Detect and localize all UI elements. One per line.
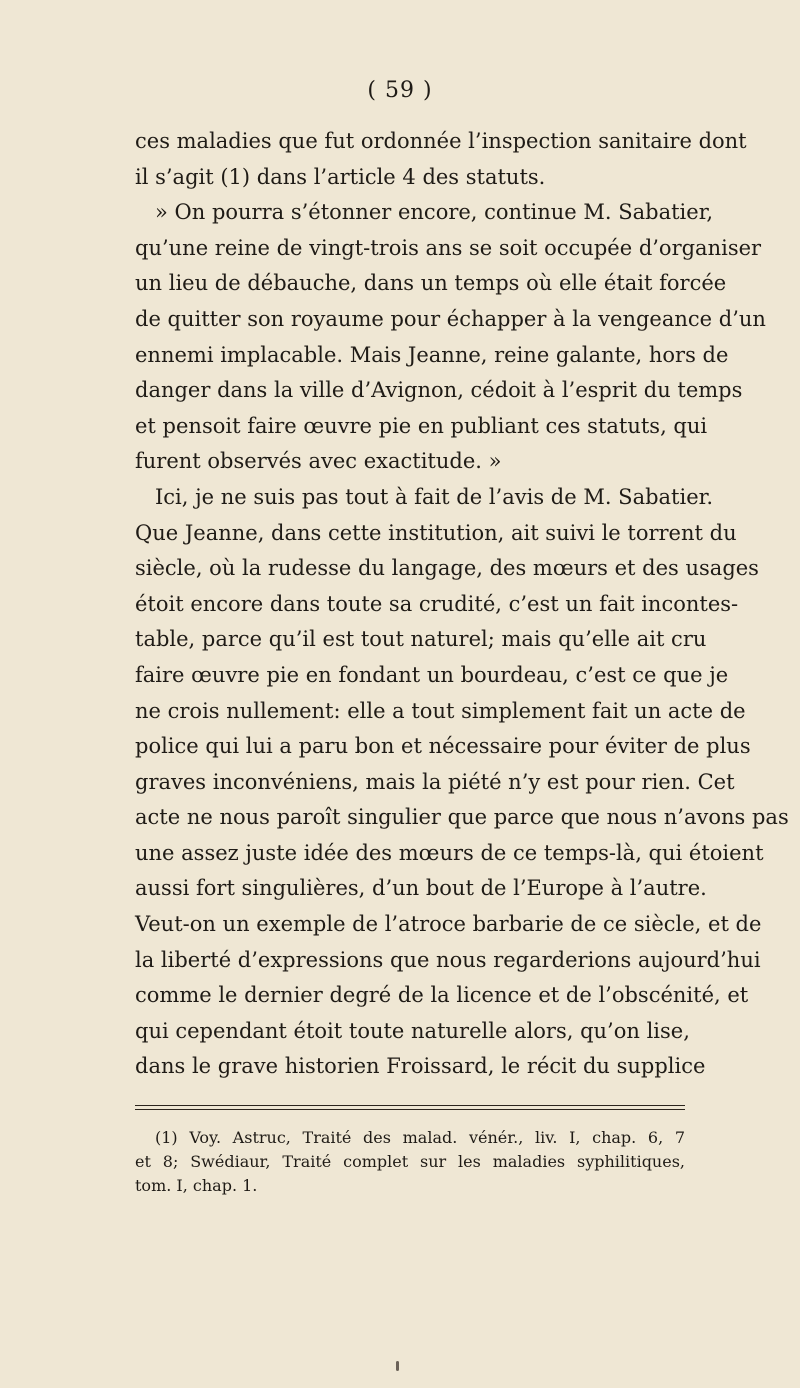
body-line: aussi fort singulières, d’un bout de l’Europe à l’autre. xyxy=(135,876,707,901)
footnote-line: (1) Voy. Astruc, Traité des malad. vénér., liv. I, chap. 6, 7 xyxy=(155,1128,685,1147)
body-line: ne crois nullement: elle a tout simplement fait un acte de xyxy=(135,698,746,723)
footnote xyxy=(135,1126,685,1198)
body-line: il s’agit (1) dans l’article 4 des statuts. xyxy=(135,164,546,189)
body-line: police qui lui a paru bon et nécessaire pour éviter de plus xyxy=(135,734,751,759)
ink-mark xyxy=(396,1361,399,1371)
body-line: une assez juste idée des mœurs de ce temps-là, qui étoient xyxy=(135,840,764,865)
body-line: furent observés avec exactitude. » xyxy=(135,449,502,474)
body-line: la liberté d’expressions que nous regarderions aujourd’hui xyxy=(135,947,761,972)
footnote-divider xyxy=(135,1105,685,1110)
body-line: de quitter son royaume pour échapper à la vengeance d’un xyxy=(135,306,766,331)
footnote-line: et 8; Swédiaur, Traité complet sur les maladies syphilitiques, xyxy=(135,1152,685,1171)
page-number: ( 59 ) xyxy=(367,78,433,103)
body-line: ennemi implacable. Mais Jeanne, reine galante, hors de xyxy=(135,342,729,367)
body-line: et pensoit faire œuvre pie en publiant ces statuts, qui xyxy=(135,413,708,438)
body-line: un lieu de débauche, dans un temps où elle était forcée xyxy=(135,271,727,296)
footnote-line: tom. I, chap. 1. xyxy=(135,1176,258,1195)
body-line: ces maladies que fut ordonnée l’inspection sanitaire dont xyxy=(135,129,747,153)
body-line: faire œuvre pie en fondant un bourdeau, c’est ce que je xyxy=(135,662,729,687)
body-line: qui cependant étoit toute naturelle alors, qu’on lise, xyxy=(135,1018,690,1043)
body-line: Ici, je ne suis pas tout à fait de l’avis de M. Sabatier. xyxy=(155,484,714,509)
body-line: dans le grave historien Froissard, le récit du supplice xyxy=(135,1054,706,1079)
body-line: qu’une reine de vingt-trois ans se soit occupée d’organiser xyxy=(135,235,762,260)
body-line: acte ne nous paroît singulier que parce que nous n’avons pas xyxy=(135,805,789,830)
body-line: » On pourra s’étonner encore, continue M. Sabatier, xyxy=(155,200,714,225)
body-line: Que Jeanne, dans cette institution, ait suivi le torrent du xyxy=(135,520,737,545)
body-line: danger dans la ville d’Avignon, cédoit à l’esprit du temps xyxy=(135,378,743,403)
body-line: siècle, où la rudesse du langage, des mœurs et des usages xyxy=(135,556,759,581)
body-line: table, parce qu’il est tout naturel; mais qu’elle ait cru xyxy=(135,627,707,652)
body-line: étoit encore dans toute sa crudité, c’est un fait incontes- xyxy=(135,591,739,616)
body-line: comme le dernier degré de la licence et de l’obscénité, et xyxy=(135,983,749,1008)
body-line: graves inconvéniens, mais la piété n’y est pour rien. Cet xyxy=(135,769,735,794)
body-text xyxy=(135,124,789,1085)
body-line: Veut-on un exemple de l’atroce barbarie de ce siècle, et de xyxy=(135,912,762,937)
